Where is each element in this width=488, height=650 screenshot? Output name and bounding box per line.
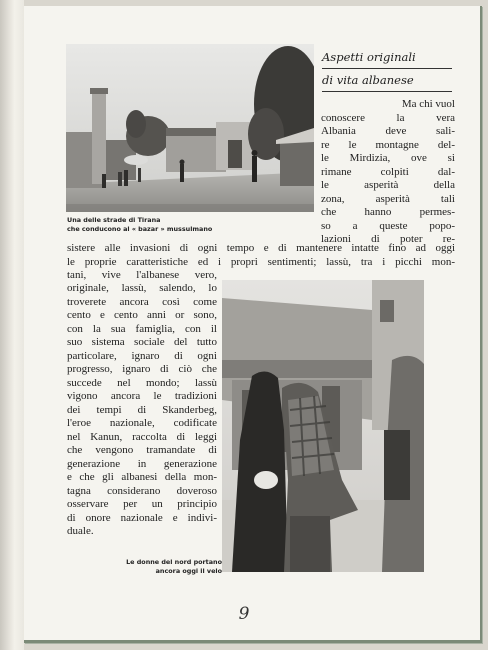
text-line: succede nel mondo; lassù	[67, 376, 217, 389]
photo-veiled-women	[222, 280, 424, 572]
page-number: 9	[238, 604, 250, 624]
text-line: e che gli albanesi della mon-	[67, 471, 217, 483]
text-line: che hanno permes-	[321, 206, 455, 218]
text-line: lazioni di poter re-	[321, 233, 455, 245]
text-line: suo sistema sociale del tutto	[67, 336, 217, 348]
text-line: sistere alle invasioni di ogni tempo e di mantenere intatte fino ad oggi	[67, 242, 455, 254]
text-column-right	[321, 98, 455, 247]
article-heading	[322, 46, 452, 92]
text-line: progresso, ignaro di ciò che	[67, 363, 217, 375]
text-line: troverete ancora così come	[67, 295, 217, 308]
text-line: generazione in generazione	[67, 457, 217, 470]
photo-tirana-street	[66, 44, 314, 212]
heading-line: Aspetti originali	[322, 46, 452, 69]
text-line: osservare per un principio	[67, 498, 217, 510]
text-line: di onore nazionale e indivi-	[67, 511, 217, 524]
text-line: cento e cento anni or sono,	[67, 309, 217, 321]
text-line: rimane colpiti dal-	[321, 165, 455, 178]
text-line: Albania deve sali-	[321, 125, 455, 137]
text-line: originale, lassù, salendo, lo	[67, 282, 217, 294]
text-line: particolare, ignaro di ogni	[67, 349, 217, 362]
text-line: so a queste popo-	[321, 219, 455, 232]
text-line: re le montagne del-	[321, 138, 455, 151]
text-line: le asperità della	[321, 179, 455, 191]
caption-tirana-line: Una delle strade di Tirana	[67, 216, 161, 224]
text-line: tani, vive l'albanese vero,	[67, 269, 217, 281]
book-page	[24, 6, 482, 643]
text-line: Ma chi vuol	[401, 98, 455, 110]
text-line: le proprie caratteristiche ed i propri sentimenti; lassù, tra i picchi mon-	[67, 255, 455, 268]
text-line: duale.	[67, 525, 94, 537]
text-line: dei tempi di Skanderbeg,	[67, 403, 217, 416]
text-line: tagna considerano doveroso	[67, 484, 217, 497]
text-line: conoscere la vera	[321, 111, 455, 124]
text-column-left	[67, 282, 217, 539]
text-line: che vengono tramandate di	[67, 444, 217, 456]
text-line: le Mirdizia, ove si	[321, 152, 455, 164]
book-spine	[0, 0, 24, 650]
caption-tirana	[67, 216, 317, 234]
text-line: l'eroe nazionale, codificate	[67, 417, 217, 429]
caption-tirana-line: che conducono al « bazar » mussulmano	[67, 225, 213, 233]
text-line: zona, asperità tali	[321, 192, 455, 205]
text-full-width	[67, 242, 455, 283]
heading-line: di vita albanese	[322, 69, 452, 92]
caption-women	[84, 558, 222, 576]
caption-women-line: ancora oggi il velo	[155, 567, 222, 575]
text-line: vigono ancora le tradizioni	[67, 390, 217, 402]
caption-women-line: Le donne del nord portano	[126, 558, 222, 566]
text-line: nel Kanun, raccolta di leggi	[67, 430, 217, 443]
text-line: con la sua famiglia, con il	[67, 322, 217, 335]
